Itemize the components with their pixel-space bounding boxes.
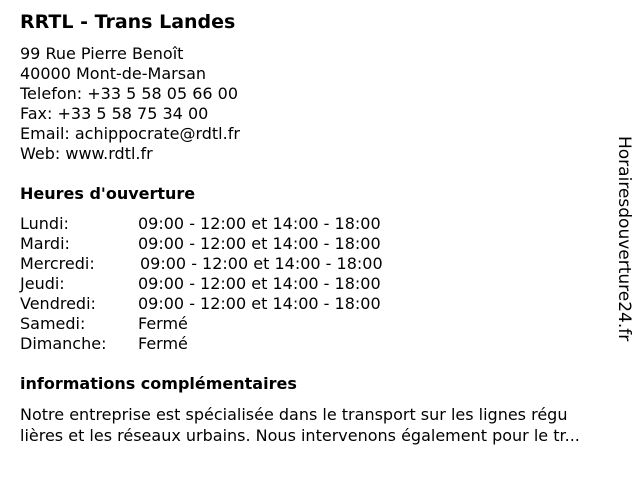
hours-day: Mercredi: <box>20 254 95 273</box>
hours-day: Samedi: <box>20 314 86 333</box>
additional-info-heading: informations complémentaires <box>20 374 297 393</box>
hours-time: Fermé <box>138 314 188 333</box>
description-line-1: Notre entreprise est spécialisée dans le transport sur les lignes régu <box>20 405 568 424</box>
hours-time: 09:00 - 12:00 et 14:00 - 18:00 <box>138 274 381 293</box>
hours-time: 09:00 - 12:00 et 14:00 - 18:00 <box>140 254 383 273</box>
email: Email: achippocrate@rdtl.fr <box>20 124 240 143</box>
hours-time: Fermé <box>138 334 188 353</box>
business-name: RRTL - Trans Landes <box>20 11 236 33</box>
hours-time: 09:00 - 12:00 et 14:00 - 18:00 <box>138 214 381 233</box>
fax: Fax: +33 5 58 75 34 00 <box>20 104 209 123</box>
phone: Telefon: +33 5 58 05 66 00 <box>20 84 239 103</box>
website: Web: www.rdtl.fr <box>20 144 153 163</box>
address-line-1: 99 Rue Pierre Benoît <box>20 44 184 63</box>
description-line-2: lières et les réseaux urbains. Nous intervenons également pour le tr... <box>20 426 580 445</box>
hours-day: Lundi: <box>20 214 69 233</box>
additional-info-text <box>20 404 630 446</box>
hours-day: Dimanche: <box>20 334 107 353</box>
site-watermark: Horairesdouverture24.fr <box>614 136 634 342</box>
hours-day: Vendredi: <box>20 294 96 313</box>
hours-day: Jeudi: <box>20 274 65 293</box>
address-line-2: 40000 Mont-de-Marsan <box>20 64 207 83</box>
contact-block <box>20 44 240 164</box>
hours-time: 09:00 - 12:00 et 14:00 - 18:00 <box>138 234 381 253</box>
hours-day: Mardi: <box>20 234 70 253</box>
opening-hours-heading: Heures d'ouverture <box>20 184 196 203</box>
hours-time: 09:00 - 12:00 et 14:00 - 18:00 <box>138 294 381 313</box>
